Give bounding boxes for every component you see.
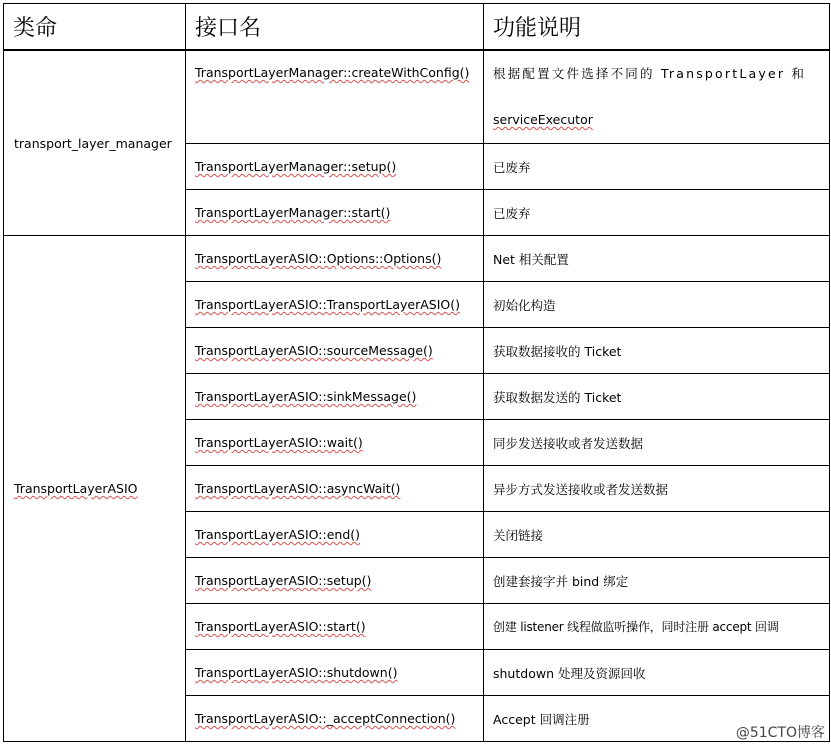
interface-name: TransportLayerASIO::end() bbox=[195, 527, 361, 542]
description-line: serviceExecutor bbox=[493, 112, 593, 127]
description-cell bbox=[484, 236, 830, 282]
interface-cell bbox=[186, 558, 484, 604]
interface-name: TransportLayerManager::start() bbox=[195, 205, 391, 220]
interface-name: TransportLayerManager::setup() bbox=[195, 159, 397, 174]
interface-name: TransportLayerASIO::shutdown() bbox=[195, 665, 398, 680]
interface-cell bbox=[186, 374, 484, 420]
description-text: 创建套接字并 bind 绑定 bbox=[493, 573, 629, 589]
description-cell bbox=[484, 466, 830, 512]
interface-name: TransportLayerASIO::setup() bbox=[195, 573, 372, 588]
description-text: 获取数据接收的 Ticket bbox=[493, 343, 622, 359]
interface-cell bbox=[186, 696, 484, 742]
description-text: 已废弃 bbox=[493, 159, 531, 175]
header-class: 类命 bbox=[4, 4, 186, 51]
description-line: 根据配置文件选择不同的 TransportLayer 和 bbox=[493, 66, 807, 81]
description-cell bbox=[484, 420, 830, 466]
description-cell bbox=[484, 328, 830, 374]
interface-name: TransportLayerASIO::asyncWait() bbox=[195, 481, 401, 496]
interface-name: TransportLayerASIO::_acceptConnection() bbox=[195, 711, 456, 726]
interface-name: TransportLayerASIO::sourceMessage() bbox=[195, 343, 433, 358]
description-cell bbox=[484, 282, 830, 328]
watermark: @51CTO博客 bbox=[735, 725, 825, 741]
interface-cell bbox=[186, 190, 484, 236]
description-cell bbox=[484, 374, 830, 420]
interface-table bbox=[3, 3, 830, 742]
description-text: 异步方式发送接收或者发送数据 bbox=[493, 481, 669, 497]
header-interface: 接口名 bbox=[186, 4, 484, 51]
description-text: Net 相关配置 bbox=[493, 251, 569, 267]
description-text: 获取数据发送的 Ticket bbox=[493, 389, 622, 405]
description-cell bbox=[484, 144, 830, 190]
interface-cell bbox=[186, 328, 484, 374]
interface-name: TransportLayerASIO::TransportLayerASIO() bbox=[195, 297, 460, 312]
interface-name: TransportLayerASIO::wait() bbox=[195, 435, 363, 450]
interface-cell bbox=[186, 236, 484, 282]
description-cell bbox=[484, 512, 830, 558]
interface-cell bbox=[186, 144, 484, 190]
description-text: 同步发送接收或者发送数据 bbox=[493, 435, 644, 451]
description-text: Accept 回调注册 bbox=[493, 711, 590, 727]
description-text: 已废弃 bbox=[493, 205, 531, 221]
class-name: transport_layer_manager bbox=[14, 135, 172, 151]
class-name-cell bbox=[4, 50, 186, 236]
header-row bbox=[4, 4, 830, 51]
header-description: 功能说明 bbox=[484, 4, 830, 51]
interface-cell bbox=[186, 512, 484, 558]
interface-cell bbox=[186, 282, 484, 328]
description-cell bbox=[484, 190, 830, 236]
description-text: 关闭链接 bbox=[493, 527, 544, 543]
description-cell bbox=[484, 558, 830, 604]
interface-name: TransportLayerASIO::sinkMessage() bbox=[195, 389, 417, 404]
interface-cell bbox=[186, 466, 484, 512]
table-row bbox=[4, 50, 830, 144]
description-text: 初始化构造 bbox=[493, 297, 556, 313]
interface-cell bbox=[186, 420, 484, 466]
class-name-cell bbox=[4, 236, 186, 742]
table-row bbox=[4, 236, 830, 282]
interface-name: TransportLayerASIO::Options::Options() bbox=[195, 251, 442, 266]
interface-name: TransportLayerASIO::start() bbox=[195, 619, 366, 634]
description-text: shutdown 处理及资源回收 bbox=[493, 665, 646, 681]
description-cell bbox=[484, 604, 830, 650]
interface-cell bbox=[186, 50, 484, 144]
description-cell bbox=[484, 50, 830, 144]
interface-cell bbox=[186, 604, 484, 650]
description-cell bbox=[484, 650, 830, 696]
interface-name: TransportLayerManager::createWithConfig() bbox=[195, 65, 470, 80]
description-text: 创建 listener 线程做监听操作，同时注册 accept 回调 bbox=[493, 620, 779, 634]
class-name: TransportLayerASIO bbox=[14, 481, 138, 496]
interface-cell bbox=[186, 650, 484, 696]
